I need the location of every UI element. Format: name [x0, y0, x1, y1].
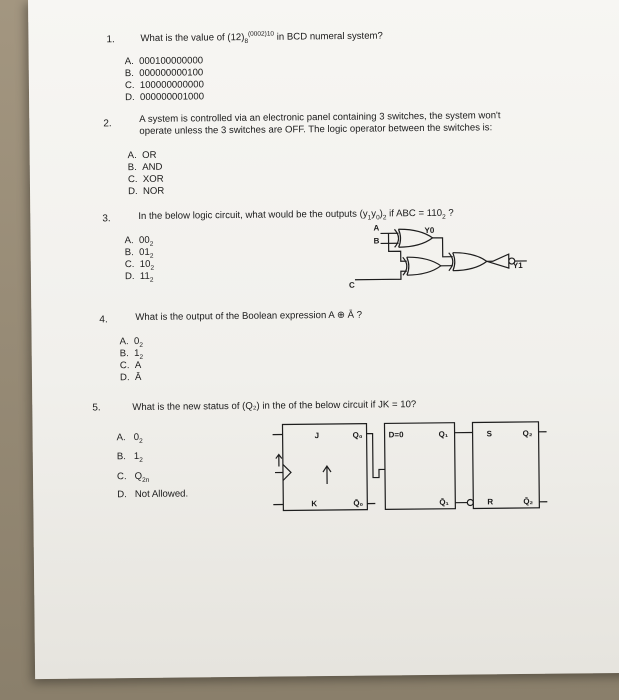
question-3-option-a: A. $00_2$ [124, 234, 154, 248]
question-1-option-d: D. 000000001000 [124, 91, 205, 104]
r-inversion-bubble [467, 499, 473, 505]
question-1-number: 1. [106, 34, 115, 46]
question-5-number: 5. [92, 402, 101, 414]
question-2-option-a: A. OR [127, 149, 157, 162]
label-q0bar: Q̄₀ [353, 498, 364, 508]
question-2-stem-line-2: operate unless the 3 switches are OFF. The logic operator between the switches is: [139, 122, 493, 137]
question-4-number: 4. [99, 314, 108, 326]
question-4-option-a: A. $0_2$ [119, 335, 144, 349]
question-5-stem: What is the new status of (Q₂) in the of the below circuit if JK = 10? [132, 399, 417, 414]
circuit-label-a: A [373, 223, 380, 233]
xor-gate-3 [449, 252, 487, 270]
question-4-stem: What is the output of the Boolean expression A ⊕ Ā ? [135, 309, 363, 324]
label-q0: Q₀ [352, 430, 363, 440]
question-2-number: 2. [103, 118, 112, 130]
question-2-option-d: D. NOR [127, 185, 165, 198]
label-k: K [311, 499, 318, 509]
label-q1bar: Q̄₁ [439, 497, 449, 507]
question-4-option-c: C. A [119, 359, 142, 372]
question-3-option-b: B. $01_2$ [124, 246, 154, 260]
input-c-wire [355, 271, 407, 280]
label-q2bar: Q̄₂ [523, 496, 534, 506]
label-q2: Q₂ [522, 428, 533, 438]
question-5-option-a: A. $0_2$ [116, 431, 143, 445]
question-4-option-d: D. Ā [119, 371, 142, 384]
question-2-stem-line-1: A system is controlled via an electronic panel containing 3 switches, the system won't [139, 110, 501, 125]
question-5-flip-flop-circuit [260, 422, 551, 525]
label-d: D=0 [388, 430, 404, 440]
question-3-stem: In the below logic circuit, what would be the outputs $(y_1y_0)_2$ if ABC = $110_2$ ? [138, 207, 454, 222]
xor-gate-2 [403, 257, 441, 275]
exam-paper [28, 0, 619, 679]
circuit-label-y1: Y1 [512, 260, 523, 271]
question-5-option-c: C. $Q_{2n}$ [116, 470, 150, 484]
circuit-label-y0: Y0 [424, 225, 435, 235]
question-3-option-c: C. $10_2$ [124, 258, 155, 272]
question-2-option-c: C. XOR [127, 173, 164, 186]
question-1-stem: What is the value of $(12)_8^{(0002)10}$ in BCD numeral system? [140, 30, 383, 45]
question-1-option-b: B. 000000000100 [124, 67, 204, 80]
question-1-option-a: A. 000100000000 [124, 55, 204, 68]
question-2-option-b: B. AND [127, 161, 163, 174]
question-1-option-c: C. 100000000000 [124, 79, 204, 92]
question-3-number: 3. [102, 213, 111, 225]
label-j: J [314, 431, 320, 441]
label-s: S [486, 429, 492, 439]
question-4-option-b: B. $1_2$ [119, 347, 144, 361]
up-arrow-icon [323, 466, 331, 484]
question-5-option-b: B. $1_2$ [116, 450, 143, 464]
q0-to-clock-wire [367, 433, 385, 477]
label-r: R [487, 497, 494, 507]
question-3-option-d: D. $11_2$ [124, 270, 154, 284]
question-3-logic-circuit [340, 220, 541, 292]
circuit-label-b: B [373, 236, 380, 246]
not-gate [487, 254, 515, 268]
circuit-label-c: C [348, 280, 355, 290]
question-5-option-d: D. Not Allowed. [117, 488, 189, 501]
clock-arrow-icon [276, 454, 282, 466]
label-q1: Q₁ [438, 429, 449, 439]
